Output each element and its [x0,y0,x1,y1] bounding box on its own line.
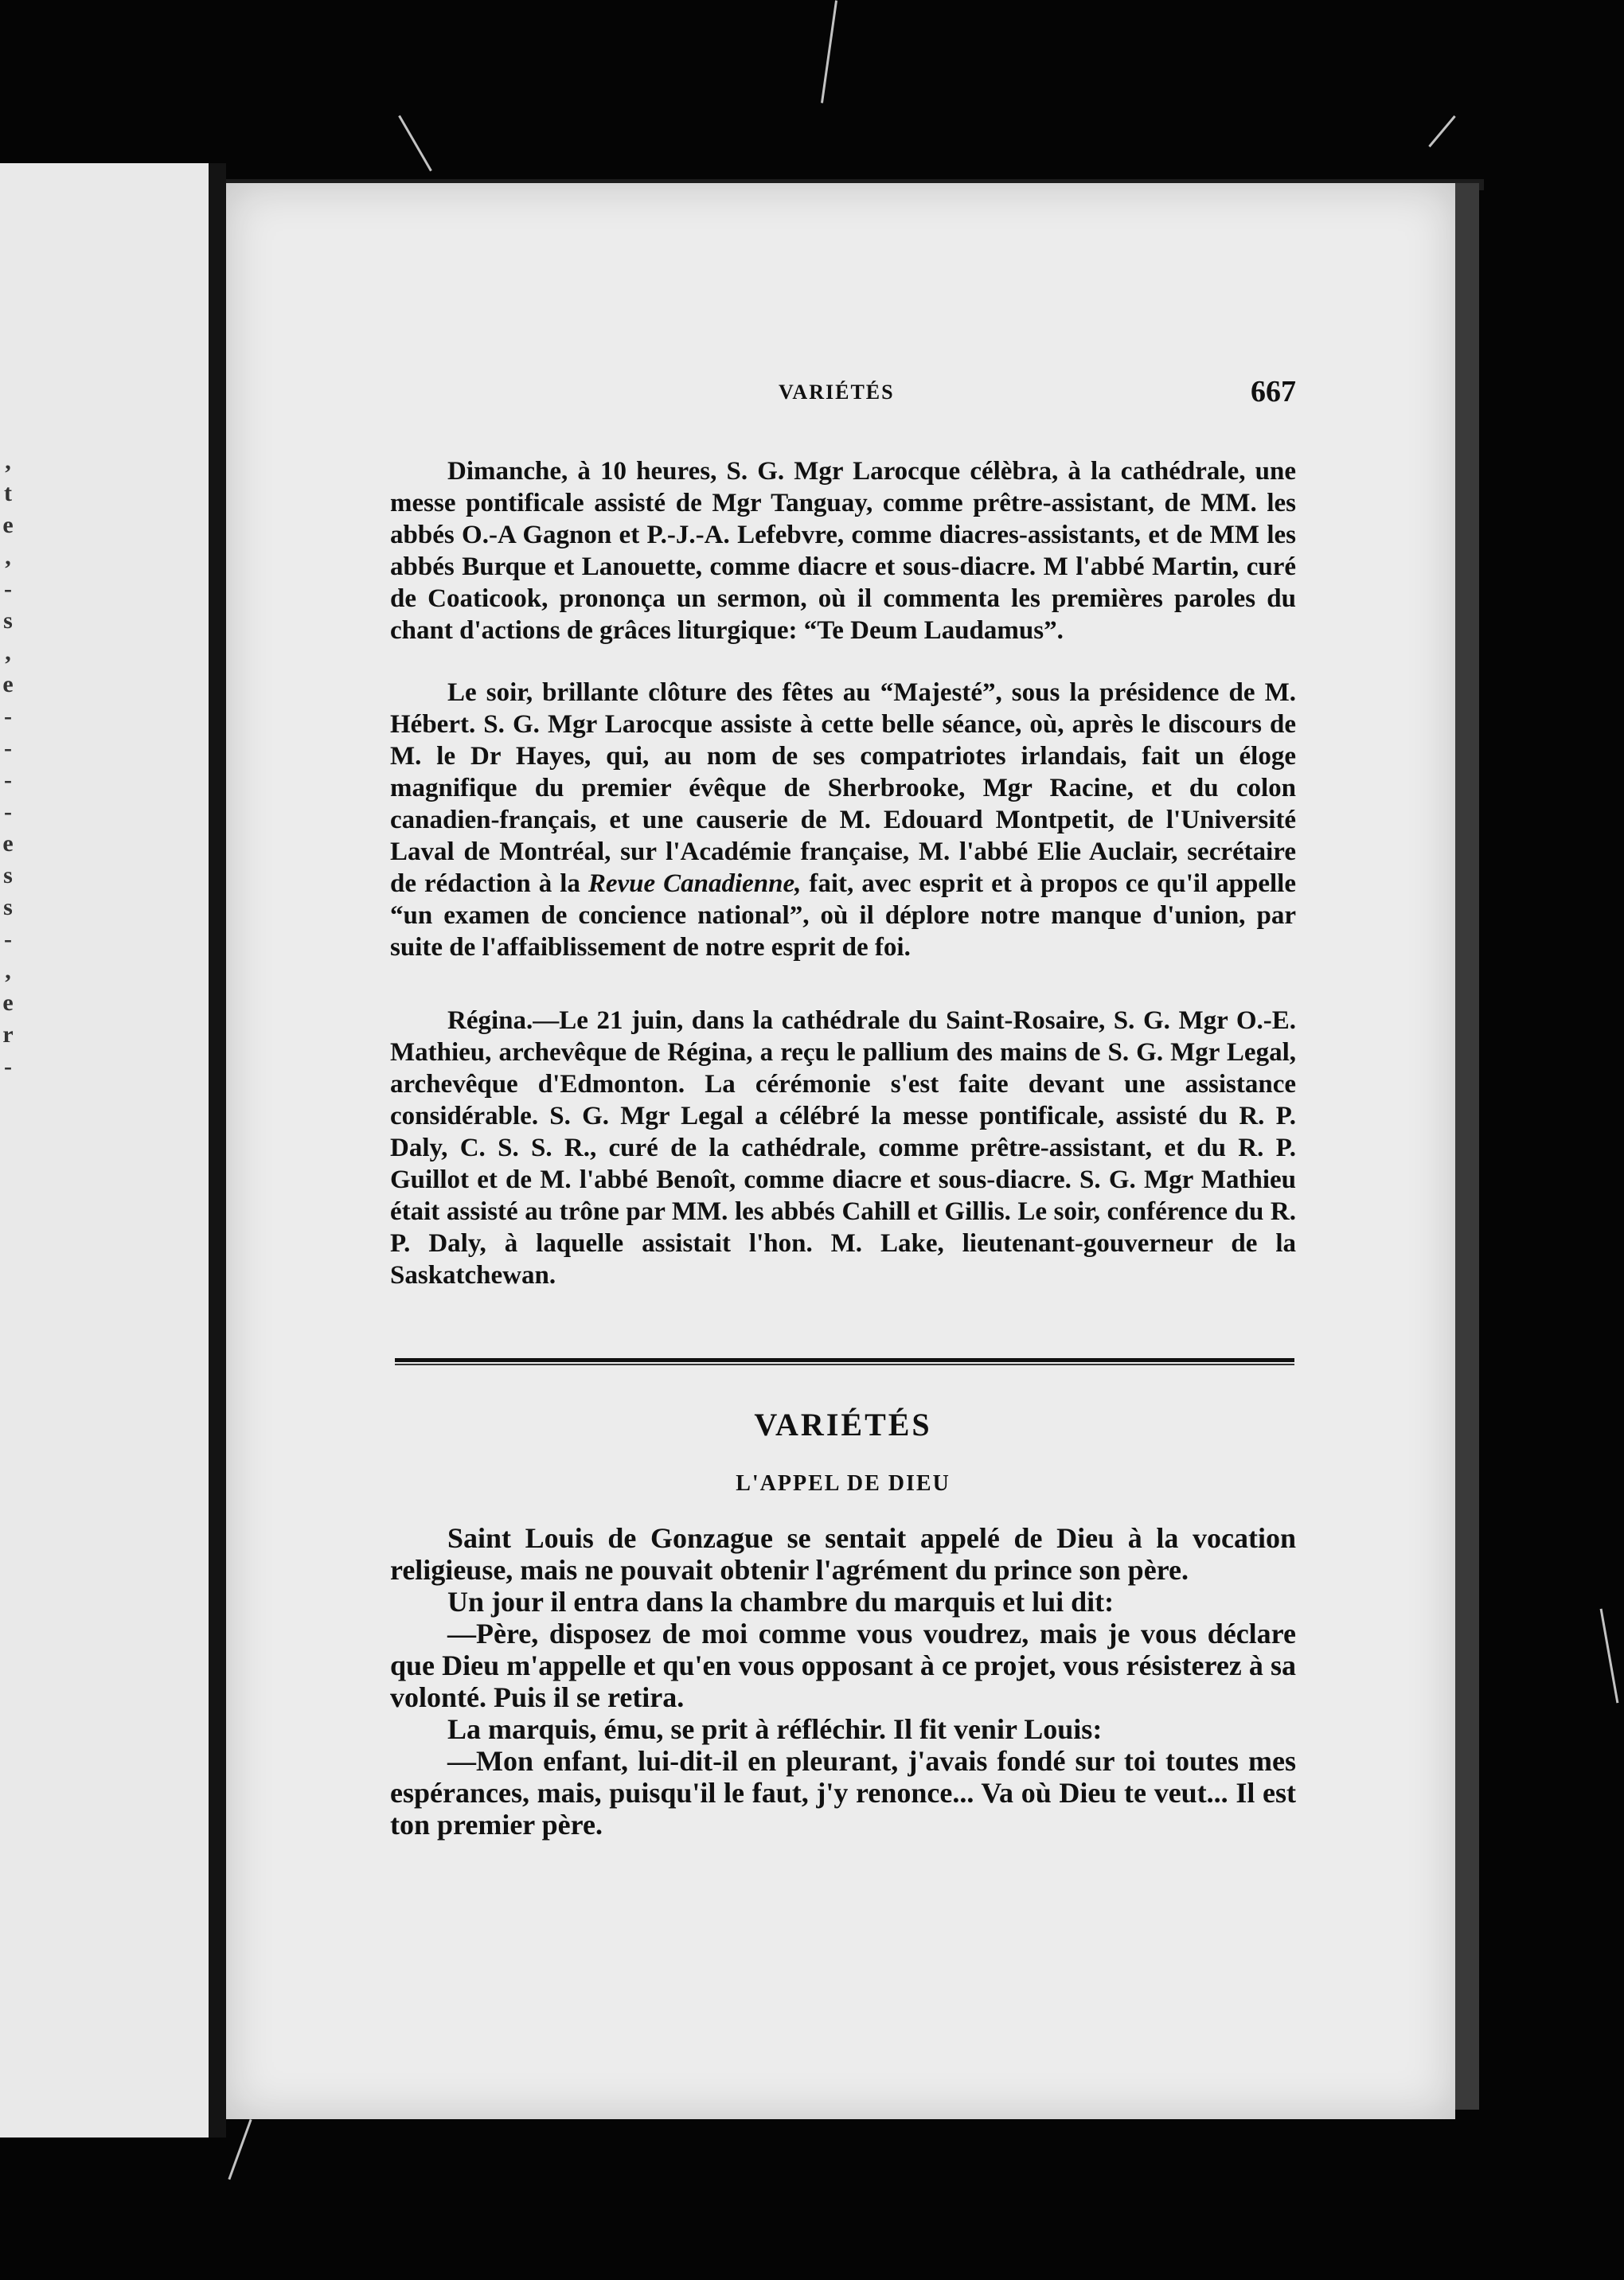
section-title: VARIÉTÉS [754,1407,932,1443]
left-margin-char: , [5,544,11,570]
section-divider [395,1358,1294,1362]
left-margin-char: , [5,448,11,474]
left-margin-char: - [4,767,12,793]
paragraph-text-end: fait, avec esprit et à propos ce qu'il appelle “un examen de concience national”, où il déplore notre manque d'union, par suite de l'affaiblissement de notre esprit de foi. [390,869,1297,962]
left-margin-char: e [2,671,14,697]
left-margin-char: , [5,639,11,666]
film-scratch [398,115,432,172]
section-divider-thin [395,1364,1294,1365]
left-margin-char: - [4,576,12,602]
story-paragraph: —Mon enfant, lui-dit-il en pleurant, j'avais fondé sur toi toutes mes espérances, mais, puisqu'il le faut, j'y renonce... Va où Dieu te veut... Il est ton premier père. [390,1745,1296,1841]
left-margin-char: s [3,894,13,920]
story-paragraph: Saint Louis de Gonzague se sentait appelé de Dieu à la vocation religieuse, mais ne pouvait obtenir l'agrément du prince son père. [390,1522,1296,1586]
story-paragraph: —Père, disposez de moi comme vous voudrez, mais je vous déclare que Dieu m'appelle et qu'en vous opposant à ce projet, vous résisterez à sa volonté. Puis il se retira. [390,1618,1296,1713]
paragraph-sherbrooke-mass [390,455,1296,646]
article-title: L'APPEL DE DIEU [736,1471,951,1496]
film-scratch [821,0,837,103]
left-margin-char: s [3,862,13,888]
regina-text: —Le 21 juin, dans la cathédrale du Saint-Rosaire, S. G. Mgr O.-E. Mathieu, archevêque de Régina, a reçu le pallium des mains de S. G. Mgr Legal, archevêque d'Edmonton. La cérémonie s'est faite devant une assistance considérable. S. G. Mgr Legal a célébré la messe pontificale, assisté du R. P. Daly, C. S. S. R., curé de la cathédrale, comme prêtre-assistant, et du R. P. Guillot et de M. l'abbé Benoît, comme diacre et sous-diacre. S. G. Mgr Mathieu était assisté au trône par MM. les abbés Cahill et Gillis. Le soir, conférence du R. P. Daly, à laquelle assistait l'hon. M. Lake, lieutenant-gouverneur de la Saskatchewan. [390,1006,1296,1290]
regina-heading: Régina. [447,1006,533,1035]
film-scratch [228,2119,252,2180]
story-paragraph: La marquis, ému, se prit à réfléchir. Il fit venir Louis: [447,1713,1103,1745]
left-margin-char: r [2,1021,14,1048]
page-number: 667 [1251,375,1296,408]
journal-title: Revue Canadienne, [588,869,802,898]
left-page-margin-characters [0,446,16,1083]
film-scratch [1600,1609,1619,1704]
running-head-title: VARIÉTÉS [779,381,895,404]
book-binding [209,163,226,2138]
paragraph-sherbrooke-evening [390,677,1296,963]
left-margin-char: - [4,926,12,952]
left-margin-char: , [5,958,11,984]
left-margin-char: e [2,830,14,857]
left-margin-char: - [4,798,12,825]
story-appel-de-dieu [390,1522,1296,1841]
left-margin-char: s [3,607,13,634]
left-margin-char: - [4,703,12,729]
paragraph-text-start: Le soir, brillante clôture des fêtes au “Majesté”, sous la présidence de M. Hébert. S. G. Mgr Larocque assiste à cette belle séance, où, après le discours de M. le Dr Hayes, qui, au nom de ses compatriotes irlandais, fait un éloge magnifique du premier évêque de Sherbrooke, Mgr Racine, et du colon canadien-français, et une causerie de M. Edouard Montpetit, de l'Université Laval de Montréal, sur l'Académie française, M. l'abbé Elie Auclair, secrétaire de rédaction à la [390,678,1296,898]
page-right-edge [1455,183,1479,2110]
left-margin-char: e [2,512,14,538]
story-paragraph: Un jour il entra dans la chambre du marquis et lui dit: [447,1586,1115,1618]
film-scratch [1428,115,1455,147]
left-margin-char: t [4,480,12,506]
left-facing-page [0,163,209,2138]
left-margin-char: e [2,990,14,1016]
left-margin-char: - [4,1053,12,1079]
paragraph-regina [390,1005,1296,1291]
left-margin-char: - [4,735,12,761]
paragraph-text: Dimanche, à 10 heures, S. G. Mgr Larocque célèbra, à la cathédrale, une messe pontificale assisté de Mgr Tanguay, comme prêtre-assistant, de MM. les abbés O.-A Gagnon et P.-J.-A. Lefebvre, comme diacres-assistants, et de MM les abbés Burque et Lanouette, comme diacre et sous-diacre. M l'abbé Martin, curé de Coaticook, prononça un sermon, où il commenta les premières paroles du chant d'actions de grâces liturgique: “Te Deum Laudamus”. [390,457,1296,645]
